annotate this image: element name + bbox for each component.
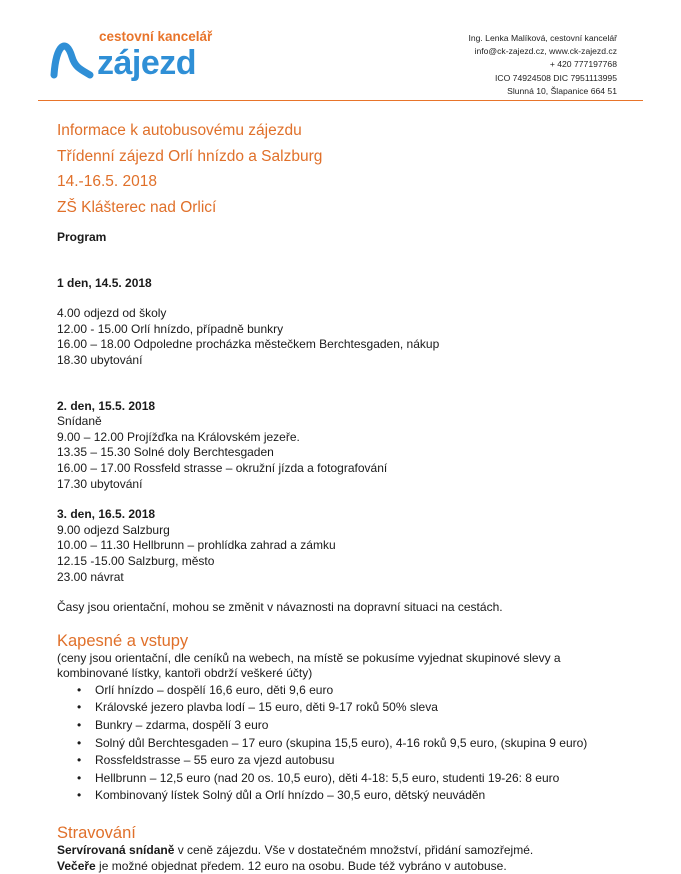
price-item: • Kombinovaný lístek Solný důl a Orlí hnízdo – 30,5 euro, dětský neuváděn	[95, 787, 637, 805]
program-note: Časy jsou orientační, mohou se změnit v návaznosti na dopravní situaci na cestách.	[57, 600, 503, 615]
price-item: • Solný důl Berchtesgaden – 17 euro (skupina 15,5 euro), 4-16 roků 9,5 euro, (skupina 9 euro)	[95, 735, 637, 753]
day1-heading: 1 den, 14.5. 2018	[57, 275, 152, 290]
day3-heading: 3. den, 16.5. 2018	[57, 507, 156, 522]
day1-item: 12.00 - 15.00 Orlí hnízdo, případně bunkry	[57, 321, 284, 336]
kapesne-intro-2: kombinované lístky, kantoři obdrží veškeré účty)	[57, 666, 313, 681]
stravovani-heading: Stravování	[57, 824, 136, 843]
dinner-text: je možné objednat předem. 12 euro na osobu. Bude též vybráno v autobuse.	[95, 858, 507, 873]
company-logo	[50, 29, 240, 89]
day2-item: 17.30 ubytování	[57, 476, 143, 491]
document-title	[57, 118, 322, 220]
day2-item: 9.00 – 12.00 Projížďka na Královském jezeře.	[57, 429, 300, 444]
program-heading: Program	[57, 230, 107, 244]
contact-name: Ing. Lenka Malíková, cestovní kancelář	[468, 33, 617, 43]
kapesne-intro-1: (ceny jsou orientační, dle ceníků na webech, na místě se pokusíme vyjednat skupinové slevy a	[57, 650, 561, 665]
day2-item: 13.35 – 15.30 Solné doly Berchtesgaden	[57, 445, 274, 460]
header-divider	[38, 100, 643, 101]
contact-ico-dic: ICO 74924508 DIC 7951113995	[495, 72, 617, 83]
day1-item: 4.00 odjezd od školy	[57, 306, 167, 321]
price-item: • Rossfeldstrasse – 55 euro za vjezd autobusu	[95, 752, 637, 770]
day3-item: 9.00 odjezd Salzburg	[57, 522, 170, 537]
price-item: • Orlí hnízdo – dospělí 16,6 euro, děti 9,6 euro	[95, 682, 637, 700]
day2-item: 16.00 – 17.00 Rossfeld strasse – okružní jízda a fotografování	[57, 460, 388, 475]
title-line-1: Informace k autobusovému zájezdu	[57, 122, 302, 139]
title-line-4: ZŠ Klášterec nad Orlicí	[57, 198, 217, 216]
contact-block	[468, 32, 617, 98]
day2-item: Snídaně	[57, 414, 102, 429]
prices-list	[57, 682, 637, 805]
day3-item: 10.00 – 11.30 Hellbrunn – prohlídka zahrad a zámku	[57, 538, 336, 553]
logo-mark-icon	[50, 35, 94, 79]
document-body	[57, 230, 637, 874]
breakfast-label: Servírovaná snídaně	[57, 843, 175, 858]
day1-item: 16.00 – 18.00 Odpoledne procházka městečkem Berchtesgaden, nákup	[57, 337, 440, 352]
stravovani-line-2	[57, 859, 637, 874]
contact-phone: + 420 777197768	[549, 59, 617, 70]
contact-email-web: info@ck-zajezd.cz, www.ck-zajezd.cz	[474, 46, 617, 57]
logo-wordmark: zájezd	[97, 44, 197, 82]
day3-item: 12.15 -15.00 Salzburg, město	[57, 553, 215, 568]
logo-subtitle: cestovní kancelář	[99, 29, 213, 44]
day2-heading: 2. den, 15.5. 2018	[57, 398, 156, 413]
day1-item: 18.30 ubytování	[57, 352, 143, 367]
dinner-label: Večeře	[57, 858, 96, 873]
breakfast-text: v ceně zájezdu. Vše v dostatečném množství, přidání samozřejmé.	[174, 843, 534, 858]
day3-item: 23.00 návrat	[57, 569, 124, 584]
kapesne-heading: Kapesné a vstupy	[57, 631, 189, 650]
price-item: • Královské jezero plavba lodí – 15 euro, děti 9-17 roků 50% sleva	[95, 699, 637, 717]
price-item: • Hellbrunn – 12,5 euro (nad 20 os. 10,5 euro), děti 4-18: 5,5 euro, studenti 19-26: 8 euro	[95, 770, 637, 788]
stravovani-line-1	[57, 843, 637, 859]
price-item: • Bunkry – zdarma, dospělí 3 euro	[95, 717, 637, 735]
title-line-3: 14.-16.5. 2018	[57, 173, 157, 190]
title-line-2: Třídenní zájezd Orlí hnízdo a Salzburg	[57, 147, 323, 165]
contact-address: Slunná 10, Šlapanice 664 51	[507, 85, 617, 96]
